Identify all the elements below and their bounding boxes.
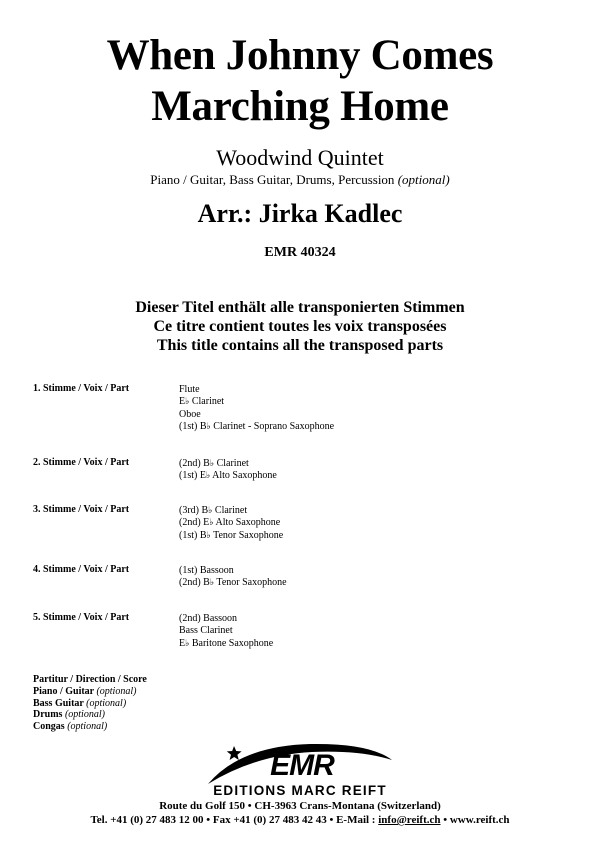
instrument-item: (2nd) B♭ Tenor Saxophone [179, 577, 287, 589]
score-item: Partitur / Direction / Score [33, 674, 147, 685]
instrumentation-line [0, 172, 600, 188]
instrument-item: (1st) B♭ Clarinet - Soprano Saxophone [179, 420, 335, 432]
website: • www.reift.ch [440, 814, 510, 826]
instrument-item: (2nd) B♭ Clarinet [179, 458, 249, 469]
title-line-2: Marching Home [151, 83, 449, 130]
notice-english: This title contains all the transposed parts [156, 337, 444, 354]
part-instruments [179, 457, 277, 482]
publisher-logo [200, 738, 400, 798]
part-label: 1. Stimme / Voix / Part [33, 383, 130, 394]
instrument-item: (1st) E♭ Alto Saxophone [179, 470, 277, 482]
instrument-item: Flute [179, 384, 200, 395]
instrument-item: E♭ Clarinet [179, 396, 225, 408]
logo-text: EMR [270, 749, 334, 782]
part-label: 4. Stimme / Voix / Part [33, 564, 130, 575]
instrument-item: (2nd) Bassoon [179, 613, 238, 624]
title-line-1: When Johnny Comes [106, 32, 494, 79]
part-label: 3. Stimme / Voix / Part [33, 504, 130, 515]
flat-sign: ♭ [206, 420, 211, 431]
arranger: Arr.: Jirka Kadlec [197, 199, 403, 228]
instrument-item: E♭ Baritone Saxophone [179, 637, 274, 649]
part-label: 5. Stimme / Voix / Part [33, 612, 130, 623]
flat-sign: ♭ [208, 505, 213, 515]
instrument-item: (1st) Bassoon [179, 565, 234, 576]
part-instruments [179, 612, 273, 649]
instrument-item: (2nd) E♭ Alto Saxophone [179, 517, 281, 529]
flat-sign: ♭ [209, 458, 215, 468]
instrumentation-text: Piano / Guitar, Bass Guitar, Drums, Percussion [150, 172, 395, 187]
score-list [33, 674, 147, 733]
part-label: 2. Stimme / Voix / Part [33, 457, 130, 468]
instrument-item: Oboe [179, 408, 201, 420]
publisher-contact [0, 813, 600, 827]
score-item: Bass Guitar (optional) [33, 697, 127, 709]
notice-german: Dieser Titel enthält alle transponierten Stimmen [135, 299, 465, 316]
flat-sign: ♭ [205, 470, 211, 481]
star-icon [227, 746, 242, 760]
notice-french: Ce titre contient toutes les voix transposées [153, 318, 447, 335]
flat-sign: ♭ [209, 577, 215, 588]
title [0, 30, 600, 132]
flat-sign: ♭ [206, 529, 211, 540]
flat-sign: ♭ [185, 396, 190, 407]
part-instruments [179, 383, 334, 432]
score-item: Piano / Guitar (optional) [33, 685, 137, 697]
publisher-address: Route du Golf 150 • CH-3963 Crans-Montana (Switzerland) [159, 800, 441, 812]
part-instruments [179, 504, 283, 541]
flat-sign: ♭ [209, 517, 214, 528]
publisher-name: EDITIONS MARC REIFT [213, 783, 387, 798]
instrument-item: (1st) B♭ Tenor Saxophone [179, 529, 284, 541]
score-item: Drums (optional) [33, 709, 105, 721]
instrument-item: Bass Clarinet [179, 625, 233, 637]
email-link[interactable]: info@reift.ch [378, 814, 441, 826]
flat-sign: ♭ [185, 637, 190, 648]
score-item: Congas (optional) [33, 721, 108, 733]
part-instruments [179, 564, 287, 589]
transposed-notice [0, 298, 600, 355]
ensemble-subtitle: Woodwind Quintet [216, 145, 384, 170]
instrument-item: (3rd) B♭ Clarinet [179, 505, 248, 516]
catalog-number: EMR 40324 [264, 245, 336, 260]
instrumentation-note: (optional) [397, 172, 450, 187]
contact-phone-fax: Tel. +41 (0) 27 483 12 00 • Fax +41 (0) 27 483 42 43 • E-Mail : [90, 814, 379, 826]
